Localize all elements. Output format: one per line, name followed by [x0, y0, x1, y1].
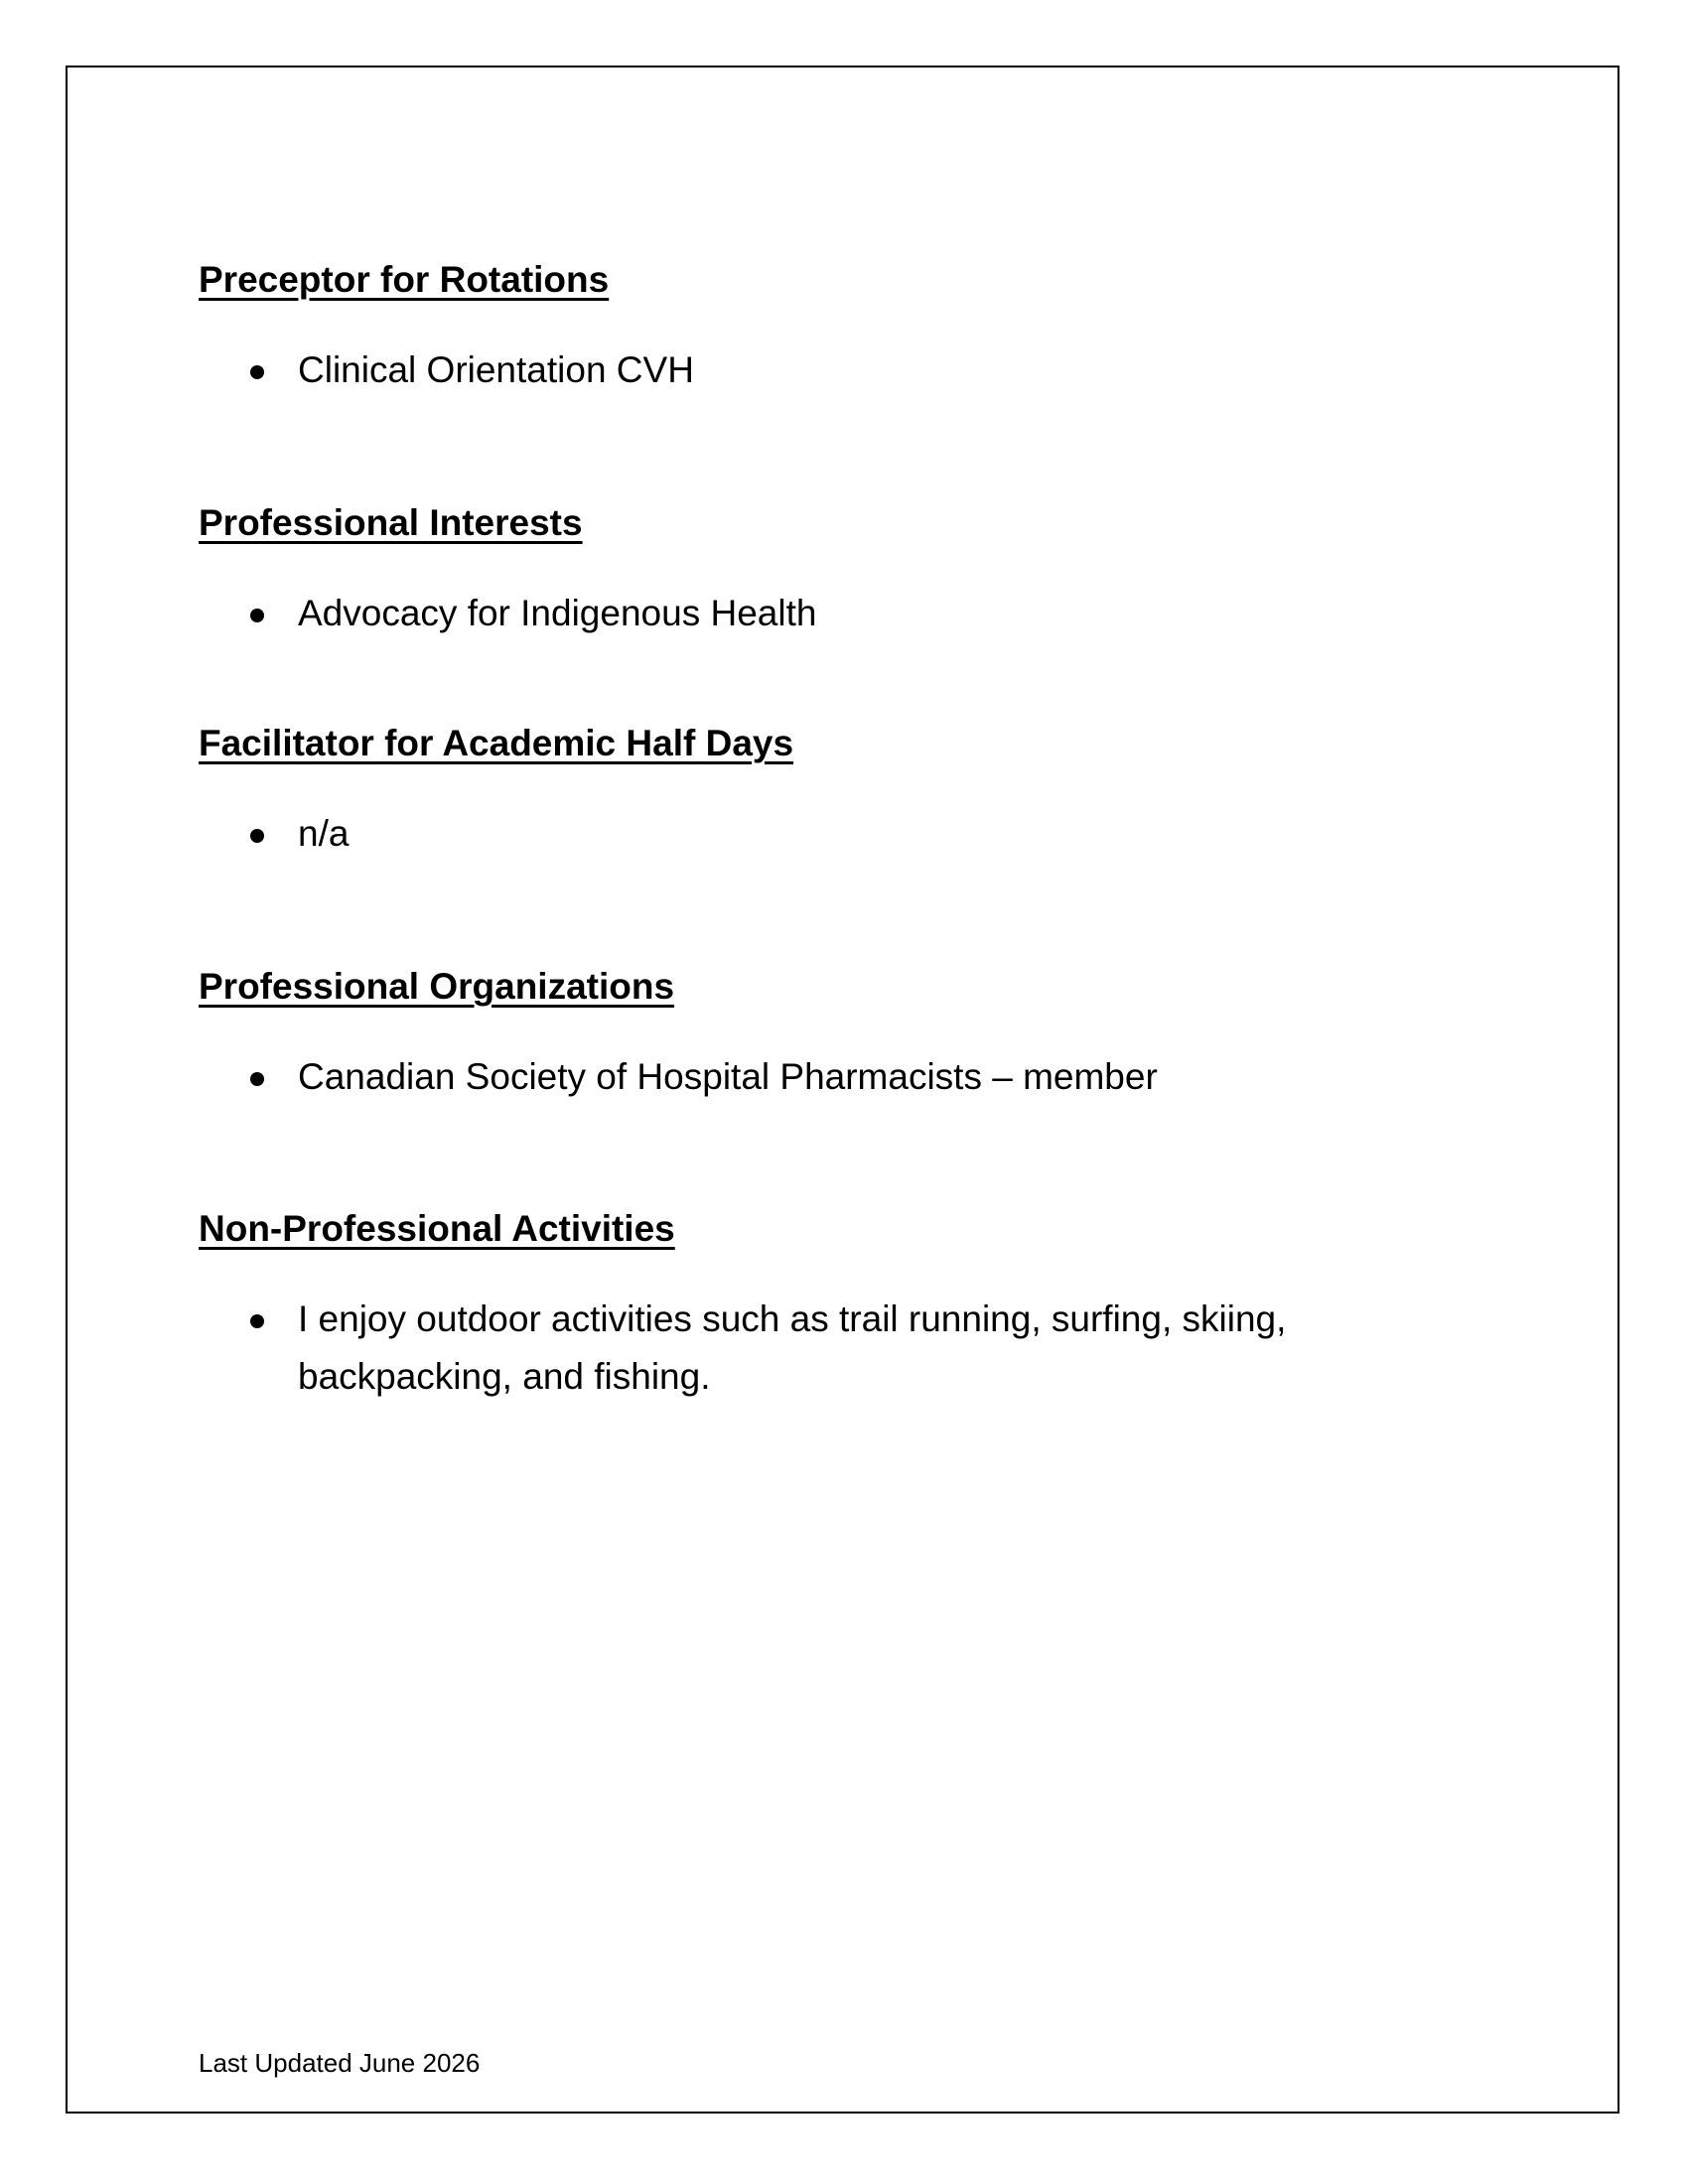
section-heading: Professional Organizations [199, 966, 675, 1007]
list-item-text: I enjoy outdoor activities such as trail running, surfing, skiing, backpacking, and fishing. [298, 1298, 1287, 1397]
bullet-icon [250, 609, 264, 622]
bullet-icon [250, 1072, 264, 1086]
last-updated-note: Last Updated June 2026 [199, 2048, 481, 2078]
list-item [199, 805, 1370, 863]
section-non-professional-activities [199, 1207, 1390, 1406]
bullet-list [199, 341, 1390, 399]
section-professional-interests [199, 501, 1390, 642]
list-item [199, 341, 1370, 399]
list-item-text: Clinical Orientation CVH [298, 349, 694, 390]
section-heading: Facilitator for Academic Half Days [199, 723, 794, 763]
list-item-text: n/a [298, 813, 350, 854]
bullet-list [199, 805, 1390, 863]
section-heading: Professional Interests [199, 502, 583, 543]
section-preceptor-for-rotations [199, 258, 1390, 399]
list-item-text: Advocacy for Indigenous Health [298, 593, 817, 633]
section-heading: Preceptor for Rotations [199, 259, 610, 300]
bullet-icon [250, 1314, 264, 1328]
list-item [199, 585, 1370, 642]
bullet-list [199, 1048, 1390, 1106]
section-professional-organizations [199, 965, 1390, 1106]
bullet-list [199, 1291, 1390, 1406]
bullet-icon [250, 829, 264, 843]
section-facilitator-academic-half-days [199, 722, 1390, 863]
list-item-text: Canadian Society of Hospital Pharmacists – member [298, 1056, 1158, 1097]
list-item [199, 1291, 1370, 1406]
section-heading: Non-Professional Activities [199, 1208, 675, 1249]
list-item [199, 1048, 1370, 1106]
bullet-list [199, 585, 1390, 642]
bullet-icon [250, 365, 264, 379]
